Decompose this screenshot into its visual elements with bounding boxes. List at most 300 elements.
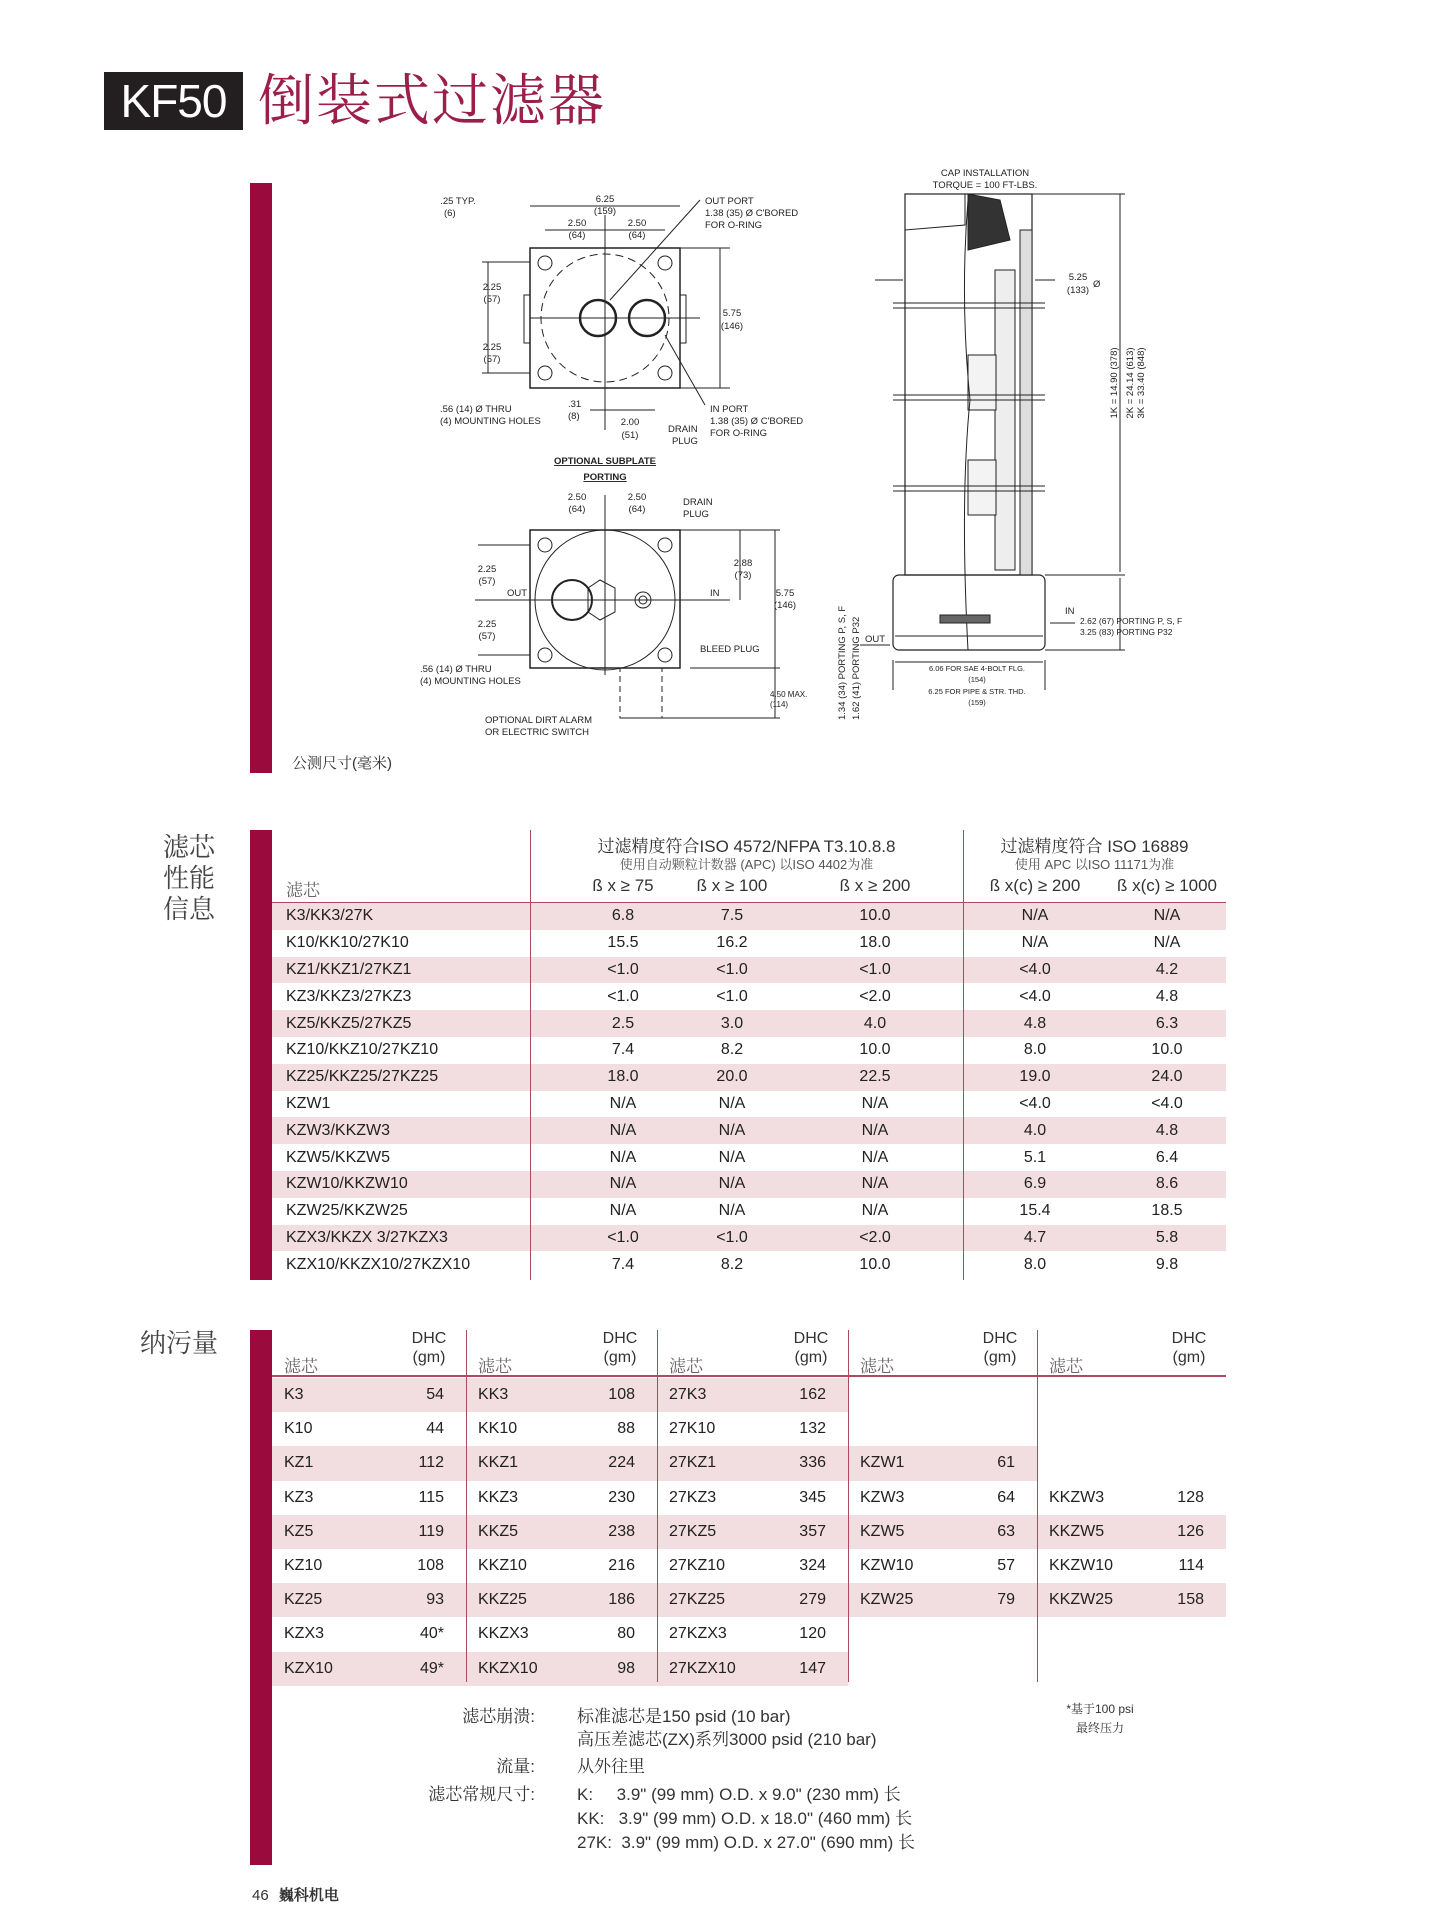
- dim-label: (51): [621, 430, 639, 441]
- dim-label: 2.50: [567, 492, 587, 503]
- dhc-value: 108: [608, 1386, 635, 1404]
- dhc-value: 93: [426, 1591, 444, 1609]
- dhc-cell: [657, 1652, 848, 1686]
- dhc-cell: [657, 1481, 848, 1515]
- dim-label: (114): [770, 700, 789, 709]
- dhc-value: 357: [799, 1522, 826, 1540]
- dhc-value: 132: [799, 1420, 826, 1438]
- beta-value-cell: <4.0: [1019, 1094, 1051, 1112]
- subplate-top-view: [482, 200, 730, 430]
- dim-label: (73): [734, 570, 752, 581]
- dhc-value: 114: [1178, 1557, 1204, 1575]
- beta-value-cell: N/A: [1021, 907, 1049, 925]
- dim-label: (57): [483, 294, 501, 305]
- dim-label: 6.06 FOR SAE 4-BOLT FLG.: [928, 664, 1026, 673]
- size-value: K: 3.9" (99 mm) O.D. x 9.0" (230 mm) 长: [577, 1785, 901, 1804]
- dim-label: (64): [628, 230, 646, 241]
- beta-value-cell: 22.5: [859, 1068, 891, 1086]
- table-row: [272, 1064, 1226, 1091]
- element-name-cell: KZX3/KKZX 3/27KZX3: [286, 1228, 448, 1246]
- beta-value-cell: N/A: [718, 1094, 746, 1112]
- dim-label: 6.25: [595, 194, 615, 205]
- beta-value-cell: 4.8: [1155, 1121, 1179, 1139]
- element-name: KKZ10: [478, 1557, 527, 1575]
- dim-label: .25 TYP.: [440, 196, 476, 207]
- dim-label: OPTIONAL DIRT ALARM: [485, 715, 592, 726]
- section-bar-performance: [250, 830, 272, 1280]
- dim-label: (57): [478, 631, 496, 642]
- element-name-cell: KZ25/KKZ25/27KZ25: [286, 1068, 439, 1086]
- col-header: DHC: [1171, 1330, 1207, 1347]
- dhc-value: 112: [418, 1454, 444, 1472]
- element-name: 27K10: [669, 1420, 716, 1438]
- beta-value-cell: <1.0: [859, 960, 891, 978]
- dim-label: IN: [710, 588, 720, 599]
- dhc-cell: [848, 1515, 1037, 1549]
- dhc-value: 279: [799, 1591, 826, 1609]
- element-name: KKZW25: [1049, 1591, 1114, 1609]
- dim-label: (146): [720, 321, 744, 332]
- element-name-cell: KZX10/KKZX10/27KZX10: [286, 1255, 471, 1273]
- table-row: [272, 1144, 1226, 1171]
- beta-value-cell: N/A: [1153, 934, 1181, 952]
- dim-label: CAP INSTALLATION: [940, 168, 1030, 179]
- dhc-value: 79: [997, 1591, 1015, 1609]
- dhc-cell: [466, 1652, 657, 1686]
- dhc-cell: [657, 1549, 848, 1583]
- element-name: KK3: [478, 1386, 509, 1404]
- element-name: 27KZX3: [669, 1625, 727, 1643]
- beta-value-cell: N/A: [1153, 907, 1181, 925]
- dhc-value: 63: [997, 1522, 1015, 1540]
- col-header: (gm): [603, 1349, 637, 1366]
- beta-value-cell: 9.8: [1155, 1255, 1179, 1273]
- element-name: KZX10: [284, 1659, 333, 1677]
- beta-value-cell: <1.0: [716, 1228, 748, 1246]
- dim-label: 2.50: [627, 218, 647, 229]
- table-row: [272, 903, 1226, 930]
- dimension-drawing: [0, 0, 1439, 800]
- table-row: [272, 1225, 1226, 1252]
- dhc-cell: [466, 1515, 657, 1549]
- dim-label: 5.75: [775, 588, 795, 599]
- beta-value-cell: <1.0: [607, 960, 639, 978]
- dhc-value: 126: [1177, 1522, 1204, 1540]
- size-value: 27K: 3.9" (99 mm) O.D. x 27.0" (690 mm) 长: [577, 1833, 915, 1852]
- label-line: 滤芯: [163, 832, 216, 862]
- column-divider: [1037, 1330, 1038, 1682]
- element-name-cell: KZ1/KKZ1/27KZ1: [286, 960, 412, 978]
- element-name: KK10: [478, 1420, 518, 1438]
- drawing-caption: OPTIONAL SUBPLATE: [553, 456, 657, 467]
- element-name: 27KZ10: [669, 1557, 726, 1575]
- element-name: KZ10: [284, 1557, 323, 1575]
- dhc-cell: [848, 1549, 1037, 1583]
- beta-value-cell: 4.0: [1023, 1121, 1047, 1139]
- dhc-cell: [272, 1378, 466, 1412]
- beta-value-cell: <4.0: [1019, 960, 1051, 978]
- beta-value-cell: 2.5: [611, 1014, 635, 1032]
- beta-value-cell: 6.3: [1155, 1014, 1179, 1032]
- dim-label: DRAIN: [683, 497, 713, 508]
- col-header: DHC: [602, 1330, 638, 1347]
- dim-label: 2.25: [477, 564, 497, 575]
- beta-value-cell: N/A: [861, 1175, 889, 1193]
- col-header: ß x ≥ 75: [592, 876, 654, 895]
- dim-label: OR ELECTRIC SWITCH: [485, 727, 589, 738]
- beta-value-cell: N/A: [861, 1148, 889, 1166]
- beta-value-cell: N/A: [1021, 934, 1049, 952]
- beta-value-cell: N/A: [609, 1202, 637, 1220]
- dim-label: (159): [593, 206, 617, 217]
- drawing-caption: PORTING: [583, 472, 627, 483]
- beta-value-cell: 7.4: [611, 1041, 635, 1059]
- beta-value-cell: <1.0: [716, 960, 748, 978]
- element-name: KKZX10: [478, 1659, 538, 1677]
- beta-value-cell: <1.0: [607, 987, 639, 1005]
- beta-value-cell: N/A: [718, 1175, 746, 1193]
- dhc-cell: [466, 1446, 657, 1480]
- beta-value-cell: 8.0: [1023, 1255, 1047, 1273]
- element-name-cell: KZW1: [286, 1094, 331, 1112]
- dim-label: FOR O-RING: [710, 428, 767, 439]
- dim-label: 2.50: [567, 218, 587, 229]
- dim-label: 1.38 (35) Ø C'BORED: [710, 416, 804, 427]
- performance-table-header: [272, 830, 1226, 904]
- beta-value-cell: 10.0: [859, 1041, 891, 1059]
- dim-label: (154): [968, 675, 986, 684]
- dim-label: .56 (14) Ø THRU: [420, 664, 492, 675]
- beta-value-cell: 20.0: [716, 1068, 748, 1086]
- dim-label: 2.25: [482, 342, 502, 353]
- dhc-cell: [466, 1549, 657, 1583]
- element-name: KZW5: [860, 1522, 905, 1540]
- table-row: [272, 1171, 1226, 1198]
- dim-label: .56 (14) Ø THRU: [440, 404, 512, 415]
- dim-label: OUT: [865, 634, 886, 645]
- collapse-value: 高压差滤芯(ZX)系列3000 psid (210 bar): [577, 1730, 877, 1749]
- element-name: K10: [284, 1420, 313, 1438]
- dim-label: (159): [968, 698, 986, 707]
- element-name: KZW1: [860, 1454, 905, 1472]
- element-name: KKZW5: [1049, 1522, 1105, 1540]
- group-title: 过滤精度符合 ISO 16889: [1000, 837, 1189, 856]
- table-row: [272, 1091, 1226, 1118]
- col-header: (gm): [794, 1349, 828, 1366]
- beta-value-cell: 24.0: [1151, 1068, 1183, 1086]
- dhc-value: 40*: [419, 1625, 444, 1643]
- dhc-cell: [272, 1549, 466, 1583]
- element-name-cell: KZW5/KKZW5: [286, 1148, 391, 1166]
- dhc-cell: [272, 1481, 466, 1515]
- dim-label: 1.34 (34) PORTING P, S, F: [837, 605, 848, 720]
- dhc-value: 345: [799, 1488, 826, 1506]
- dhc-cell: [1037, 1583, 1226, 1617]
- element-name: 27KZ1: [669, 1454, 717, 1472]
- group-title: 过滤精度符合ISO 4572/NFPA T3.10.8.8: [597, 837, 896, 856]
- element-name: KKZ25: [478, 1591, 527, 1609]
- dhc-value: 238: [608, 1522, 635, 1540]
- col-header: 滤芯: [284, 1357, 318, 1376]
- beta-value-cell: 18.0: [607, 1068, 639, 1086]
- dim-label: TORQUE = 100 FT-LBS.: [932, 180, 1038, 191]
- beta-value-cell: 5.1: [1023, 1148, 1047, 1166]
- element-name: KZW10: [860, 1557, 914, 1575]
- element-name: 27KZX10: [669, 1659, 736, 1677]
- beta-value-cell: N/A: [861, 1202, 889, 1220]
- dhc-cell: [272, 1515, 466, 1549]
- size-value: KK: 3.9" (99 mm) O.D. x 18.0" (460 mm) 长: [577, 1809, 913, 1828]
- dhc-value: 128: [1177, 1488, 1204, 1506]
- dhc-cell: [272, 1583, 466, 1617]
- beta-value-cell: 7.4: [611, 1255, 635, 1273]
- dim-label: IN: [1065, 606, 1075, 617]
- dhc-value: 147: [799, 1659, 826, 1677]
- element-name-cell: K10/KK10/27K10: [286, 934, 409, 952]
- flow-label: 流量:: [496, 1757, 535, 1776]
- group-subtitle: 使用自动颗粒计数器 (APC) 以ISO 4402为准: [619, 857, 874, 872]
- element-name: KZ1: [284, 1454, 314, 1472]
- dim-label: 2K = 24.14 (613): [1125, 347, 1136, 419]
- beta-value-cell: 4.2: [1155, 960, 1179, 978]
- beta-value-cell: N/A: [861, 1121, 889, 1139]
- element-name: KKZ1: [478, 1454, 519, 1472]
- dim-label: 1K = 14.90 (378): [1109, 347, 1120, 419]
- beta-value-cell: 6.8: [611, 907, 635, 925]
- dhc-value: 88: [617, 1420, 635, 1438]
- dim-label: (133): [1066, 285, 1090, 296]
- col-header: (gm): [412, 1349, 446, 1366]
- dim-label: OUT PORT: [705, 196, 754, 207]
- table-row: [272, 957, 1226, 984]
- dhc-cell: [272, 1617, 466, 1651]
- dhc-cell: [272, 1412, 466, 1446]
- dhc-cell: [466, 1412, 657, 1446]
- page-footer: [252, 1884, 339, 1905]
- dhc-value: 230: [608, 1488, 635, 1506]
- element-name: KZ3: [284, 1488, 314, 1506]
- column-divider: [848, 1330, 849, 1682]
- performance-section-label: [163, 832, 215, 925]
- col-header: 滤芯: [669, 1357, 703, 1376]
- dim-label: FOR O-RING: [705, 220, 762, 231]
- dhc-value: 324: [799, 1557, 826, 1575]
- dim-label: 3K = 33.40 (848): [1136, 347, 1147, 419]
- beta-value-cell: <1.0: [716, 987, 748, 1005]
- dim-label: OUT: [507, 588, 528, 599]
- group-subtitle: 使用 APC 以ISO 11171为准: [1014, 857, 1175, 872]
- dhc-value: 119: [418, 1522, 444, 1540]
- table-row: [272, 1198, 1226, 1225]
- column-divider: [530, 830, 531, 1280]
- label-line: 信息: [163, 894, 216, 924]
- dim-label: 2.00: [620, 417, 640, 428]
- dhc-cell: [466, 1481, 657, 1515]
- element-name: KKZ3: [478, 1488, 519, 1506]
- element-name: KZ25: [284, 1591, 323, 1609]
- model-badge: KF50: [104, 72, 243, 130]
- collapse-value: 标准滤芯是150 psid (10 bar): [577, 1707, 791, 1726]
- page-number: 46: [252, 1887, 269, 1904]
- dim-label: 2.62 (67) PORTING P, S, F: [1080, 616, 1183, 626]
- dhc-footnote: [1030, 1700, 1170, 1738]
- element-name: KKZW10: [1049, 1557, 1114, 1575]
- beta-value-cell: 4.8: [1155, 987, 1179, 1005]
- beta-value-cell: <1.0: [607, 1228, 639, 1246]
- dim-label: (64): [568, 230, 586, 241]
- dhc-value: 57: [997, 1557, 1015, 1575]
- column-divider: [466, 1330, 467, 1682]
- dhc-cell: [466, 1583, 657, 1617]
- dhc-value: 64: [997, 1488, 1015, 1506]
- beta-value-cell: 4.8: [1023, 1014, 1047, 1032]
- dhc-cell: [657, 1617, 848, 1651]
- beta-value-cell: N/A: [861, 1094, 889, 1112]
- beta-value-cell: <2.0: [859, 987, 891, 1005]
- company-name: 巍科机电: [278, 1887, 339, 1904]
- element-name: KZ5: [284, 1522, 314, 1540]
- dim-label: BLEED PLUG: [700, 644, 760, 655]
- dhc-cell: [1037, 1515, 1226, 1549]
- size-label: 滤芯常规尺寸:: [428, 1785, 535, 1804]
- table-row: [272, 983, 1226, 1010]
- element-name: 27K3: [669, 1386, 707, 1404]
- beta-value-cell: N/A: [718, 1121, 746, 1139]
- beta-value-cell: N/A: [609, 1148, 637, 1166]
- dim-label: (6): [444, 208, 456, 219]
- dhc-value: 61: [997, 1454, 1015, 1472]
- dhc-cell: [466, 1617, 657, 1651]
- dhc-value: 224: [608, 1454, 635, 1472]
- section-bar-dhc: [250, 1330, 272, 1865]
- dhc-cell: [657, 1515, 848, 1549]
- dim-label: 5.75: [722, 308, 742, 319]
- beta-value-cell: <4.0: [1019, 987, 1051, 1005]
- dhc-value: 186: [608, 1591, 635, 1609]
- dhc-value: 336: [799, 1454, 826, 1472]
- dhc-cell: [272, 1652, 466, 1686]
- table-row: [272, 1010, 1226, 1037]
- beta-value-cell: 4.0: [863, 1014, 887, 1032]
- element-name-cell: KZW10/KKZW10: [286, 1175, 408, 1193]
- dim-label: 3.25 (83) PORTING P32: [1080, 627, 1173, 637]
- col-header: ß x(c) ≥ 1000: [1116, 876, 1218, 895]
- beta-value-cell: 18.5: [1151, 1202, 1183, 1220]
- dim-label: (64): [568, 504, 586, 515]
- dhc-value: 49*: [419, 1659, 444, 1677]
- beta-value-cell: 10.0: [859, 907, 891, 925]
- footnote-line: 最终压力: [1075, 1721, 1124, 1735]
- dim-label: 5.25: [1068, 272, 1088, 283]
- beta-value-cell: <2.0: [859, 1228, 891, 1246]
- dhc-value: 108: [417, 1557, 444, 1575]
- collapse-label: 滤芯崩溃:: [462, 1707, 535, 1726]
- dim-label: DRAIN: [668, 424, 698, 435]
- dim-label: 2.50: [627, 492, 647, 503]
- beta-value-cell: 7.5: [720, 907, 744, 925]
- performance-table-body: [272, 903, 1226, 1278]
- dhc-cell: [272, 1446, 466, 1480]
- element-name: KZX3: [284, 1625, 325, 1643]
- dhc-cell: [848, 1481, 1037, 1515]
- dim-label: PLUG: [683, 509, 709, 520]
- dim-label: 1.38 (35) Ø C'BORED: [705, 208, 799, 219]
- dim-label: (4) MOUNTING HOLES: [440, 416, 541, 427]
- page-title: 倒装式过滤器: [258, 69, 606, 132]
- element-name-cell: KZW3/KKZW3: [286, 1121, 391, 1139]
- dhc-cell: [848, 1583, 1037, 1617]
- dhc-value: 54: [426, 1386, 444, 1404]
- dim-label: PLUG: [672, 436, 698, 447]
- beta-value-cell: N/A: [609, 1121, 637, 1139]
- col-header: 滤芯: [860, 1357, 894, 1376]
- beta-value-cell: 8.2: [720, 1041, 744, 1059]
- element-name-cell: KZ3/KKZ3/27KZ3: [286, 987, 412, 1005]
- beta-value-cell: 10.0: [1151, 1041, 1183, 1059]
- beta-value-cell: 5.8: [1155, 1228, 1179, 1246]
- label-line: 性能: [163, 863, 216, 893]
- dhc-value: 120: [799, 1625, 826, 1643]
- beta-value-cell: 18.0: [859, 934, 891, 952]
- element-name: KKZW3: [1049, 1488, 1105, 1506]
- table-row: [272, 930, 1226, 957]
- dhc-cell: [657, 1446, 848, 1480]
- element-name-cell: K3/KK3/27K: [286, 907, 374, 925]
- beta-value-cell: 8.0: [1023, 1041, 1047, 1059]
- flow-value: 从外往里: [577, 1757, 645, 1776]
- dhc-value: 44: [426, 1420, 444, 1438]
- element-name: KZW25: [860, 1591, 914, 1609]
- dim-label: .31: [568, 399, 582, 410]
- element-name: 27KZ5: [669, 1522, 717, 1540]
- col-header: 滤芯: [1049, 1357, 1083, 1376]
- beta-value-cell: 6.9: [1023, 1175, 1047, 1193]
- dhc-value: 80: [617, 1625, 635, 1643]
- beta-value-cell: 19.0: [1019, 1068, 1051, 1086]
- dim-label: IN PORT: [710, 404, 749, 415]
- col-header: ß x ≥ 200: [839, 876, 911, 895]
- element-name: K3: [284, 1386, 304, 1404]
- dim-label: 2.25: [477, 619, 497, 630]
- dim-label: (57): [478, 576, 496, 587]
- dhc-section-label: 纳污量: [140, 1328, 219, 1358]
- dhc-value: 98: [617, 1659, 635, 1677]
- dim-label: 2.25: [482, 282, 502, 293]
- beta-value-cell: 8.6: [1155, 1175, 1179, 1193]
- element-name-cell: KZ5/KKZ5/27KZ5: [286, 1014, 412, 1032]
- dhc-cell: [848, 1446, 1037, 1480]
- col-header: DHC: [411, 1330, 447, 1347]
- col-header: (gm): [1172, 1349, 1206, 1366]
- element-name-cell: KZ10/KKZ10/27KZ10: [286, 1041, 439, 1059]
- dim-label: (146): [773, 600, 797, 611]
- element-name: 27KZ25: [669, 1591, 726, 1609]
- table-row: [272, 1037, 1226, 1064]
- table-row: [272, 1117, 1226, 1144]
- beta-value-cell: N/A: [609, 1094, 637, 1112]
- column-divider: [657, 1330, 658, 1682]
- col-header: (gm): [983, 1349, 1017, 1366]
- dim-label: (64): [628, 504, 646, 515]
- element-name: KKZX3: [478, 1625, 529, 1643]
- col-header: DHC: [982, 1330, 1018, 1347]
- col-header: ß x ≥ 100: [696, 876, 768, 895]
- element-name: 27KZ3: [669, 1488, 717, 1506]
- element-name-cell: KZW25/KKZW25: [286, 1202, 408, 1220]
- dim-label: 2.88: [733, 558, 753, 569]
- dim-label: Ø: [1093, 279, 1101, 290]
- beta-value-cell: 10.0: [859, 1255, 891, 1273]
